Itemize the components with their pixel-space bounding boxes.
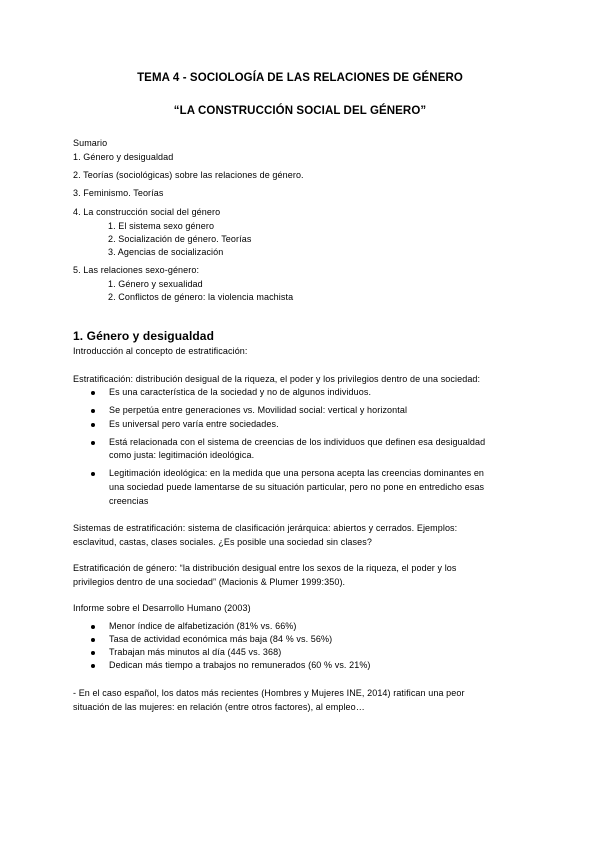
paragraph-genero: Estratificación de género: “la distribución desigual entre los sexos de la riqueza, el poder y los (73, 563, 457, 573)
sumario-item: 2. Teorías (sociológicas) sobre las relaciones de género. (73, 170, 304, 180)
list-item: Dedican más tiempo a trabajos no remunerados (60 % vs. 21%) (109, 660, 371, 670)
page-subtitle: “LA CONSTRUCCIÓN SOCIAL DEL GÉNERO” (173, 105, 427, 117)
list-item: Está relacionada con el sistema de creencias de los individuos que definen esa desigualdad (109, 437, 486, 447)
sumario-subitem: 1. El sistema sexo género (108, 221, 215, 231)
page-title: TEMA 4 - SOCIOLOGÍA DE LAS RELACIONES DE GÉNERO (137, 72, 463, 84)
list-item-continuation: como justa: legitimación ideológica. (109, 450, 255, 460)
sumario-item: 3. Feminismo. Teorías (73, 188, 164, 198)
sumario-subitem: 2. Socialización de género. Teorías (108, 234, 252, 244)
estratificacion-definition: Estratificación: distribución desigual de la riqueza, el poder y los privilegios dentro de una sociedad: (73, 374, 481, 384)
sumario-subitem: 2. Conflictos de género: la violencia machista (108, 292, 294, 302)
list-item: Es una característica de la sociedad y no de algunos individuos. (109, 387, 372, 397)
bullet-dot (91, 472, 95, 476)
informe-heading: Informe sobre el Desarrollo Humano (2003) (73, 603, 251, 613)
section-heading: 1. Género y desigualdad (73, 329, 215, 343)
list-item: Menor índice de alfabetización (81% vs. 66%) (109, 621, 297, 631)
bullet-dot (91, 423, 95, 427)
sumario-item: 4. La construcción social del género (73, 207, 221, 217)
paragraph-sistemas: Sistemas de estratificación: sistema de clasificación jerárquica: abiertos y cerrados. Ejemplos: (73, 523, 458, 533)
paragraph-genero: privilegios dentro de una sociedad” (Macionis & Plumer 1999:350). (73, 577, 346, 587)
section-intro: Introducción al concepto de estratificación: (73, 346, 248, 356)
list-item: Es universal pero varía entre sociedades. (109, 419, 279, 429)
paragraph-espanol: - En el caso español, los datos más recientes (Hombres y Mujeres INE, 2014) ratifican una peor (73, 688, 465, 698)
sumario-subitem: 1. Género y sexualidad (108, 279, 203, 289)
paragraph-espanol: situación de las mujeres: en relación (entre otros factores), al empleo… (73, 702, 365, 712)
sumario-item: 5. Las relaciones sexo-género: (73, 265, 200, 275)
paragraph-sistemas: esclavitud, castas, clases sociales. ¿Es posible una sociedad sin clases? (73, 537, 372, 547)
bullet-dot (91, 664, 95, 668)
sumario-subitem: 3. Agencias de socialización (108, 247, 224, 257)
sumario-item: 1. Género y desigualdad (73, 152, 174, 162)
list-item: Legitimación ideológica: en la medida que una persona acepta las creencias dominantes en (109, 468, 485, 478)
list-item: Trabajan más minutos al día (445 vs. 368) (109, 647, 282, 657)
bullet-dot (91, 409, 95, 413)
list-item: Se perpetúa entre generaciones vs. Movilidad social: vertical y horizontal (109, 405, 408, 415)
list-item-continuation: una sociedad puede lamentarse de su situación particular, pero no pone en entredicho esas (109, 482, 485, 492)
bullet-dot (91, 625, 95, 629)
list-item-continuation: creencias (109, 496, 149, 506)
bullet-dot (91, 638, 95, 642)
bullet-dot (91, 391, 95, 395)
bullet-dot (91, 441, 95, 445)
sumario-heading: Sumario (73, 138, 108, 148)
list-item: Tasa de actividad económica más baja (84 % vs. 56%) (109, 634, 333, 644)
bullet-dot (91, 651, 95, 655)
